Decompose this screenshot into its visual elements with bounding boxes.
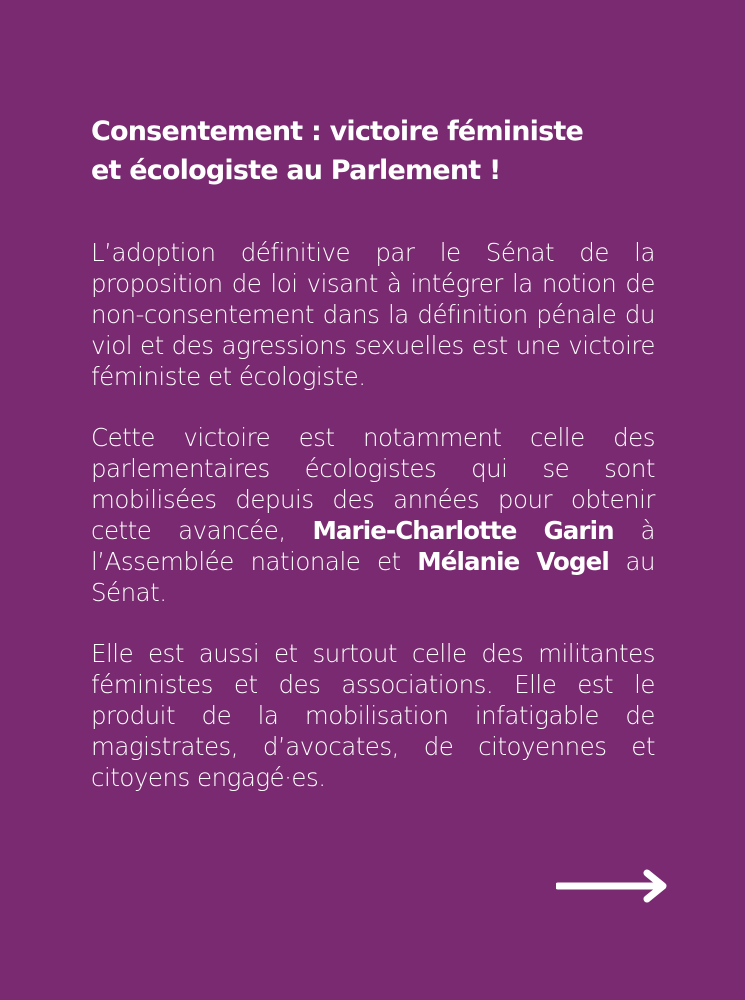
post-title: [91, 112, 655, 190]
paragraph-militantes: [91, 638, 655, 793]
arrow-right-icon[interactable]: [556, 868, 672, 904]
title-line-2: et écologiste au Parlement !: [91, 155, 501, 186]
paragraph-parlementaires-mid: à l’Assemblée nationale et: [91, 516, 655, 576]
title-line-1: Consentement : victoire féministe: [91, 116, 583, 147]
paragraph-adoption-text: L’adoption définitive par le Sénat de la proposition de loi visant à intégrer la notion de non-consentement dans la définition pénale du viol et des agressions sexuelles est une victoire féministe et écologiste.: [91, 238, 655, 391]
paragraph-militantes-text: Elle est aussi et surtout celle des militantes féministes et des associations. Elle est le produit de la mobilisation infatigable de magistrates, d’avocates, de citoyennes et citoyens engagé·es.: [91, 639, 655, 792]
paragraph-parlementaires: [91, 422, 655, 608]
name-marie-charlotte-garin: Marie-Charlotte Garin: [312, 516, 614, 545]
paragraph-parlementaires-intro: Cette victoire est notamment celle des parlementaires écologistes qui se sont mobilisées depuis des années pour obtenir cette avancée,: [91, 423, 655, 545]
arrow-right-icon-graphic: [556, 868, 672, 904]
post-content: [91, 112, 655, 793]
name-melanie-vogel: Mélanie Vogel: [417, 547, 609, 576]
paragraph-parlementaires-end: au Sénat.: [91, 547, 656, 607]
paragraph-adoption: [91, 237, 655, 392]
